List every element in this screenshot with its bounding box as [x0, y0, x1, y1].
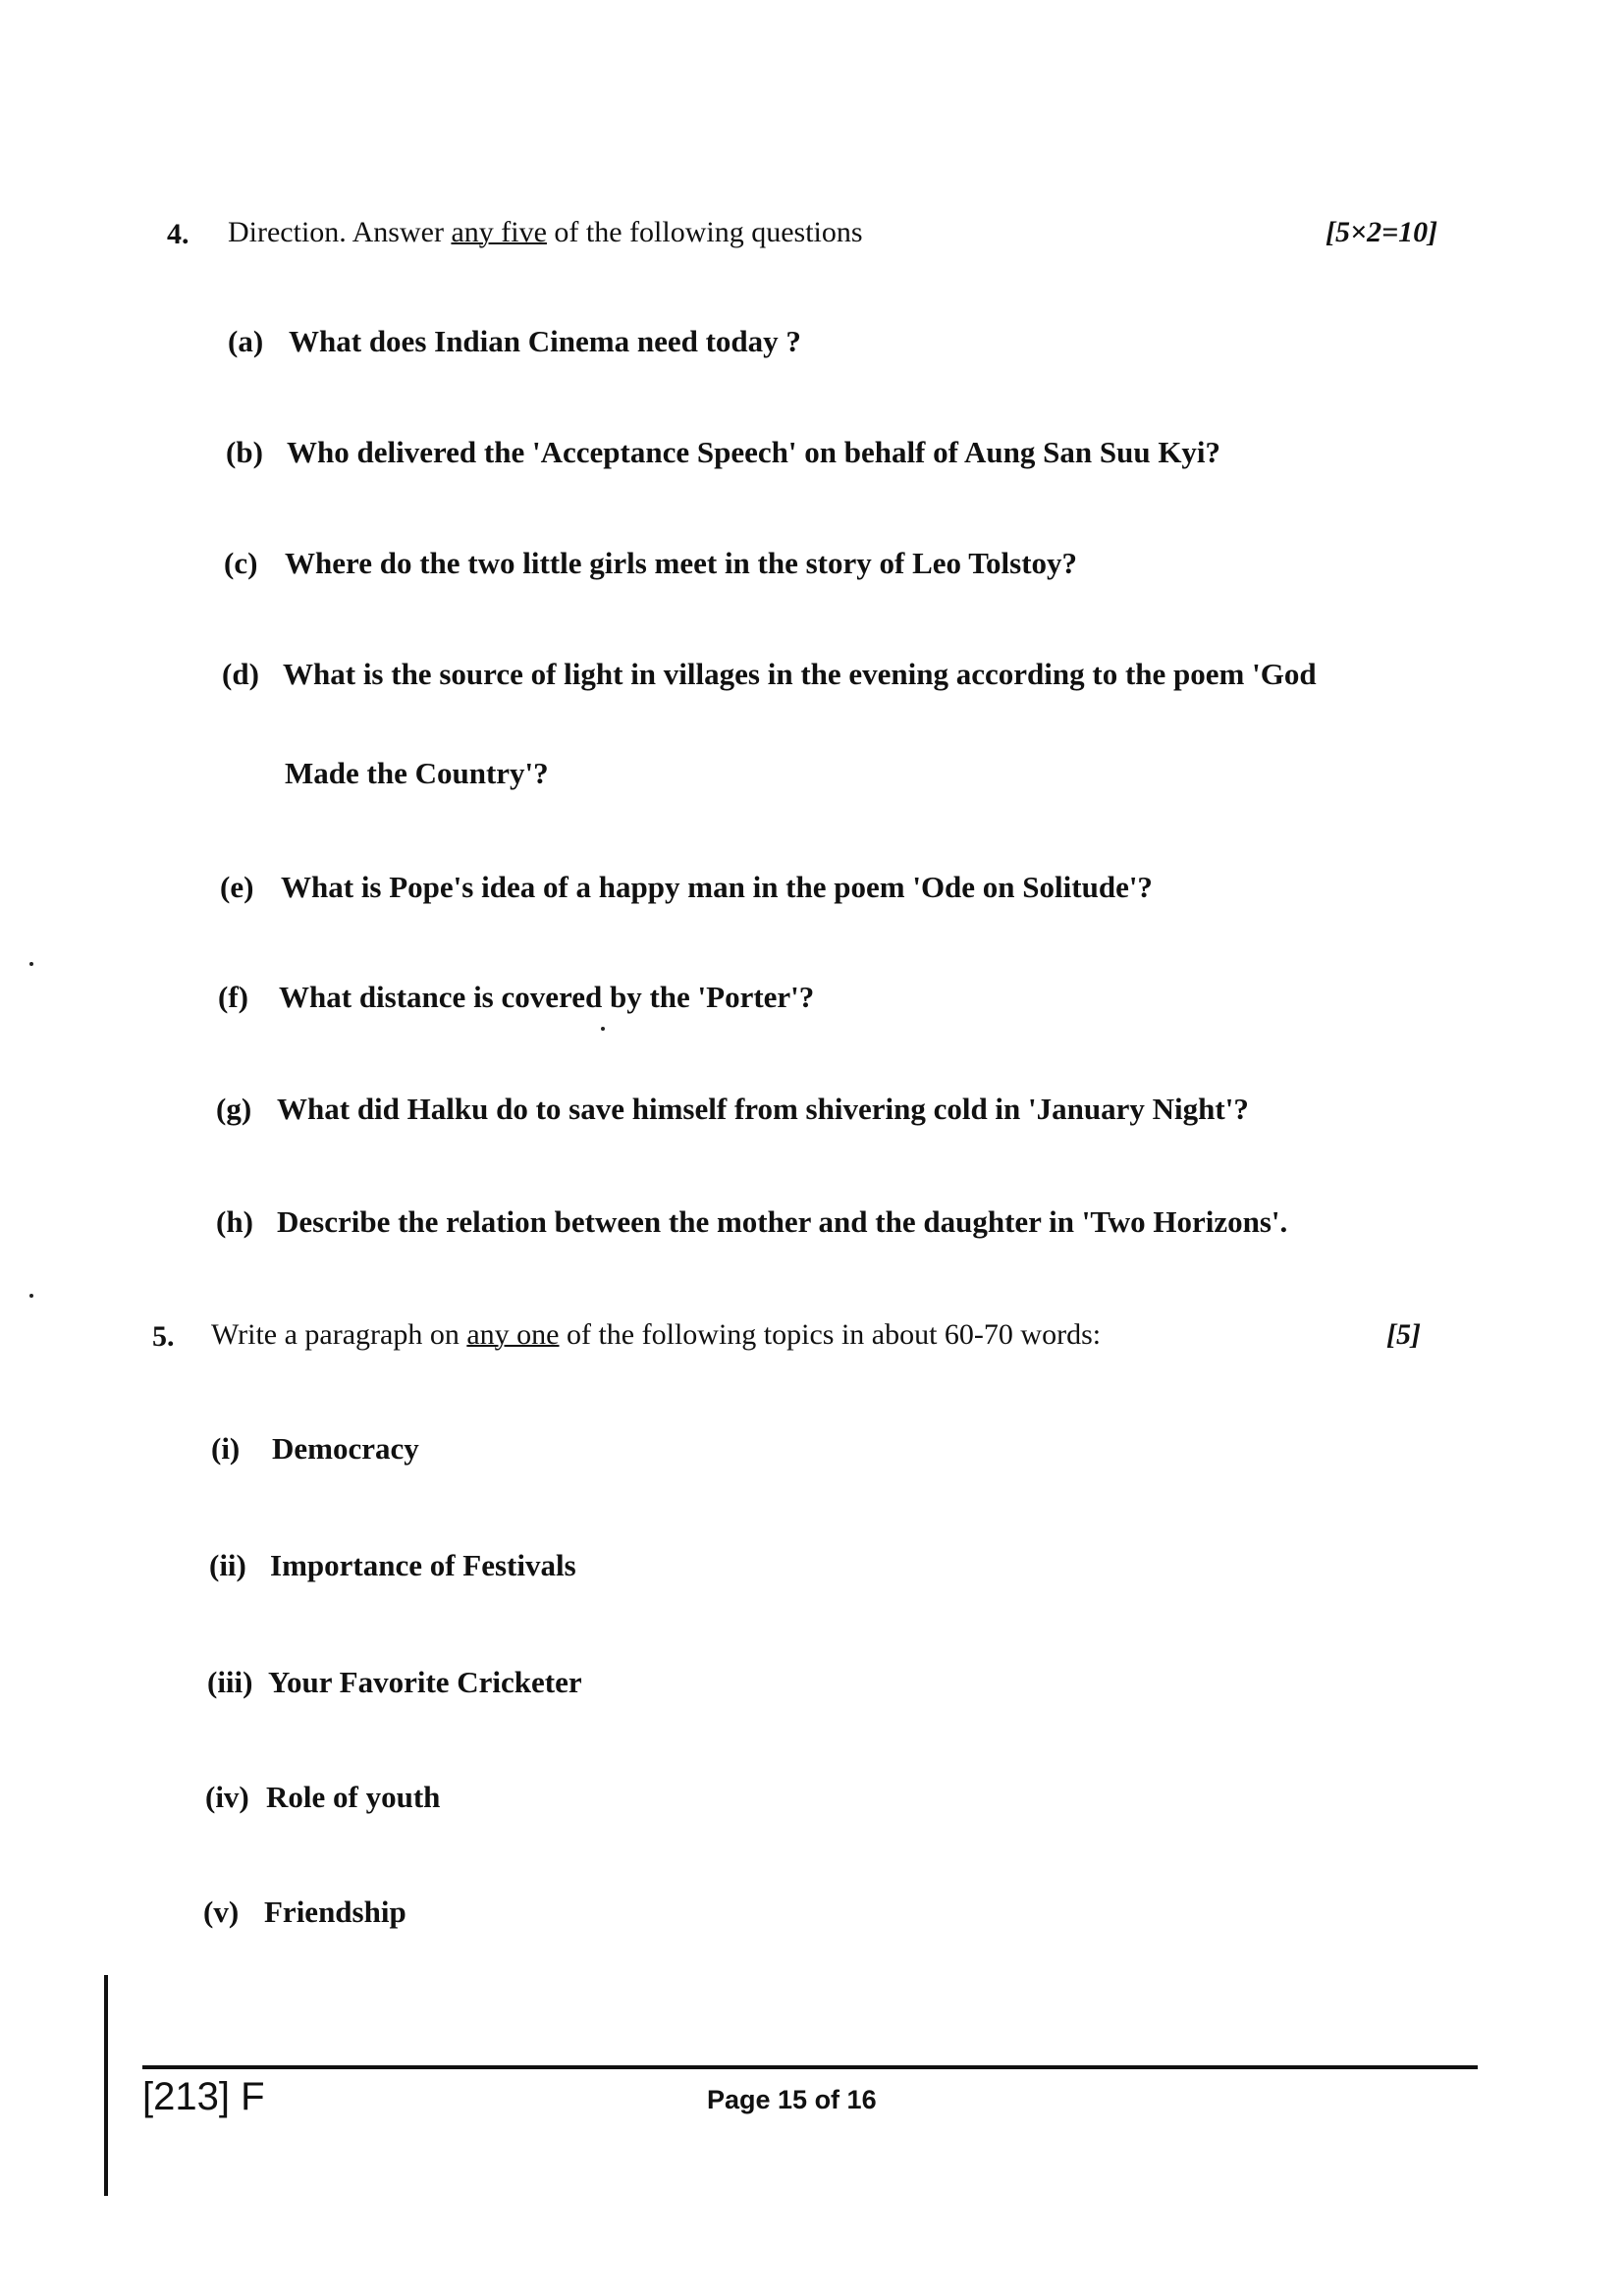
question-4-item-g: [216, 1092, 1249, 1127]
footer-left-border: [104, 1975, 108, 2196]
item-text: What distance is covered by the 'Porter'?: [279, 980, 815, 1014]
item-text: Friendship: [264, 1895, 406, 1929]
question-4-item-d: [222, 657, 1317, 692]
question-4-heading-underlined: any five: [451, 216, 547, 248]
item-text: Democracy: [272, 1431, 419, 1466]
item-label: (d): [222, 657, 259, 691]
item-text: Who delivered the 'Acceptance Speech' on behalf of Aung San Suu Kyi?: [287, 435, 1221, 469]
item-text: Where do the two little girls meet in the story of Leo Tolstoy?: [285, 546, 1078, 580]
item-label: (ii): [209, 1548, 246, 1582]
question-5-marks: [5]: [1386, 1318, 1421, 1351]
page-number: Page 15 of 16: [707, 2085, 877, 2114]
item-label: (f): [218, 980, 248, 1014]
question-4-heading: [228, 216, 863, 249]
item-label: (h): [216, 1204, 253, 1239]
question-5-item-iv: [205, 1780, 440, 1815]
question-4-heading-end: of the following questions: [546, 216, 863, 248]
question-5-item-iii: [207, 1665, 582, 1700]
item-label: (e): [220, 870, 254, 904]
scan-speck: [29, 1294, 33, 1298]
question-4-heading-start: Direction. Answer: [228, 216, 452, 248]
question-4-item-f: [218, 980, 814, 1015]
item-text: Describe the relation between the mother and the daughter in 'Two Horizons'.: [277, 1204, 1288, 1239]
item-text: Importance of Festivals: [270, 1548, 576, 1582]
item-text: What is Pope's idea of a happy man in the poem 'Ode on Solitude'?: [281, 870, 1153, 904]
scan-speck: [601, 1027, 605, 1031]
question-4-item-c: [224, 546, 1077, 581]
question-4-item-e: [220, 870, 1153, 905]
item-label: (iii): [207, 1665, 253, 1699]
question-5-heading-start: Write a paragraph on: [211, 1318, 467, 1351]
question-5-item-i: [211, 1431, 419, 1467]
question-5-item-ii: [209, 1548, 576, 1583]
item-label: (v): [203, 1895, 240, 1929]
question-4-number: 4.: [167, 218, 189, 250]
item-label: (g): [216, 1092, 252, 1126]
question-4-item-h: [216, 1204, 1287, 1240]
paper-code: [213] F: [142, 2075, 265, 2118]
question-4-item-d-continuation: Made the Country'?: [285, 756, 549, 790]
item-text: What is the source of light in villages in the evening according to the poem 'God: [283, 657, 1317, 691]
scan-speck: [29, 962, 33, 966]
item-text: Your Favorite Cricketer: [268, 1665, 582, 1699]
question-5-number: 5.: [152, 1320, 175, 1353]
question-4-marks: [5×2=10]: [1326, 216, 1438, 248]
question-4-item-a: [228, 324, 801, 359]
question-5-heading-end: of the following topics in about 60-70 words:: [559, 1318, 1102, 1351]
footer-rule: [142, 2065, 1478, 2069]
item-label: (iv): [205, 1780, 249, 1814]
question-4-item-b: [226, 435, 1220, 470]
item-label: (c): [224, 546, 258, 580]
question-5-heading: [211, 1318, 1101, 1352]
question-5-heading-underlined: any one: [466, 1318, 560, 1351]
item-text: Role of youth: [266, 1780, 441, 1814]
item-label: (b): [226, 435, 263, 469]
item-text: What does Indian Cinema need today ?: [289, 324, 801, 358]
item-text: What did Halku do to save himself from shivering cold in 'January Night'?: [277, 1092, 1249, 1126]
item-label: (i): [211, 1431, 241, 1466]
item-label: (a): [228, 324, 264, 358]
question-5-item-v: [203, 1895, 406, 1930]
